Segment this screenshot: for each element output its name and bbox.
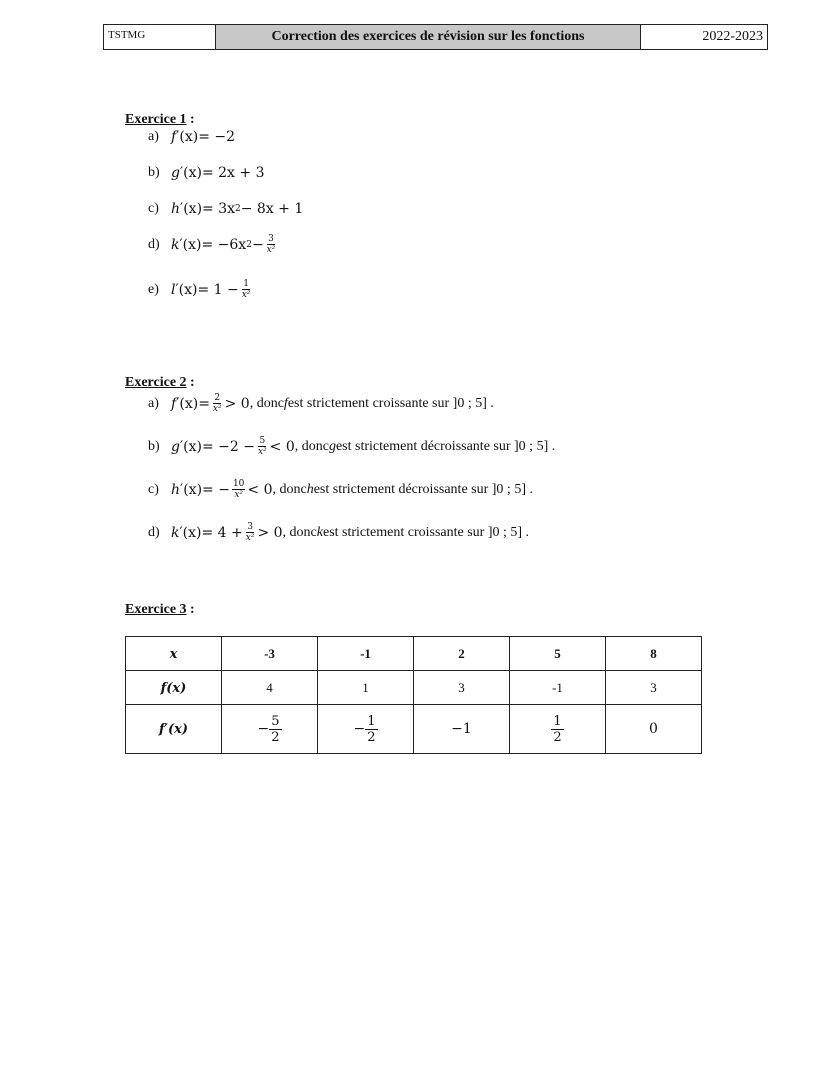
ex2-item-a: a) f ′(x) = $\frac{2}{\text{x²}}$ > 0 , donc f est strictement croissante sur ]0 ; 5] . bbox=[148, 393, 494, 414]
table-cell: $\frac{1}{2}$ bbox=[510, 705, 606, 754]
row-head-fprime: f′(x) bbox=[158, 722, 189, 737]
values-table bbox=[125, 636, 702, 754]
table-cell: 1 bbox=[318, 671, 414, 705]
table-cell: 5 bbox=[510, 637, 606, 671]
table-cell: 0 bbox=[606, 705, 702, 754]
table-row bbox=[126, 705, 702, 754]
exercise-1-title: Exercice 1 : bbox=[125, 112, 195, 127]
table-cell: 8 bbox=[606, 637, 702, 671]
row-head-fx: f(x) bbox=[160, 680, 187, 696]
ex1-item-c: c) h ′(x) = 3x 2 − 8x + 1 bbox=[148, 201, 304, 217]
page-header bbox=[103, 24, 768, 50]
table-row bbox=[126, 637, 702, 671]
table-cell: − $\frac{5}{2}$ bbox=[222, 705, 318, 754]
ex2-item-d: d) k ′(x) = 4 + $\frac{3}{\text{x²}}$ > 0 , donc k est strictement croissante sur ]0 ; 5] . bbox=[148, 522, 530, 543]
class-label: TSTMG bbox=[104, 25, 216, 49]
exercise-3-title: Exercice 3 : bbox=[125, 602, 195, 617]
ex1-item-e: e) l ′(x) = 1 − $\frac{1}{\text{x²}}$ bbox=[148, 279, 251, 300]
table-cell: 4 bbox=[222, 671, 318, 705]
table-cell: -3 bbox=[222, 637, 318, 671]
exercise-2-title: Exercice 2 : bbox=[125, 375, 195, 390]
table-cell: −1 bbox=[414, 705, 510, 754]
table-cell: 2 bbox=[414, 637, 510, 671]
document-title: Correction des exercices de révision sur les fonctions bbox=[216, 25, 641, 49]
ex2-item-c: c) h ′(x) = − $\frac{10}{\text{x²}}$ < 0 , donc h est strictement décroissante sur ]0 ; 5] . bbox=[148, 479, 533, 500]
ex1-item-a: a) f ′(x) = −2 bbox=[148, 129, 236, 145]
ex1-item-d: d) k ′(x) = −6x 2 − $\frac{3}{\text{x²}}$ bbox=[148, 234, 276, 255]
table-cell: − $\frac{1}{2}$ bbox=[318, 705, 414, 754]
table-cell: 3 bbox=[414, 671, 510, 705]
ex1-item-b: b) g ′(x) = 2x + 3 bbox=[148, 165, 265, 181]
school-year: 2022-2023 bbox=[702, 29, 763, 44]
row-head-x: x bbox=[169, 646, 178, 662]
table-row bbox=[126, 671, 702, 705]
table-cell: -1 bbox=[510, 671, 606, 705]
ex2-item-b: b) g ′(x) = −2 − $\frac{5}{\text{x²}}$ < 0 , donc g est strictement décroissante sur ]0 ; 5] . bbox=[148, 436, 556, 457]
table-cell: -1 bbox=[318, 637, 414, 671]
table-cell: 3 bbox=[606, 671, 702, 705]
